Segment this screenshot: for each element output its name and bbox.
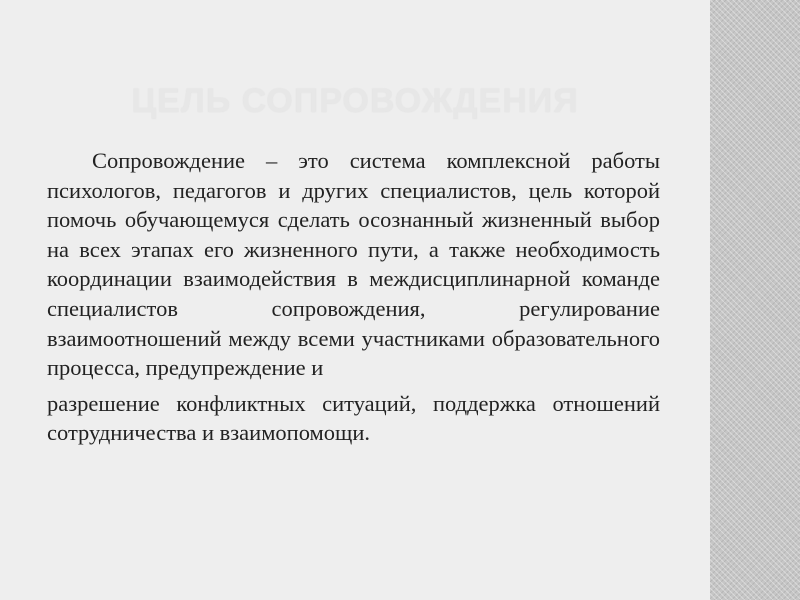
- slide-body: [47, 146, 660, 448]
- body-paragraph-2: разрешение конфликтных ситуаций, поддержка отношений сотрудничества и взаимопомощи.: [47, 390, 660, 446]
- slide-title: ЦЕЛЬ СОПРОВОЖДЕНИЯ: [131, 82, 579, 120]
- body-paragraph-1: Сопровождение – это система комплексной работы психологов, педагогов и других специалистов, цель которой помочь обучающемуся сделать осознанный жизненный выбор на всех этапах его жизненного пути, а также необходимость координации взаимодействия в междисциплинарной команде специалистов сопровождения, регулирование взаимоотношений между всеми участниками образовательного процесса, предупреждение и: [47, 148, 660, 381]
- decorative-side-strip: [710, 0, 800, 600]
